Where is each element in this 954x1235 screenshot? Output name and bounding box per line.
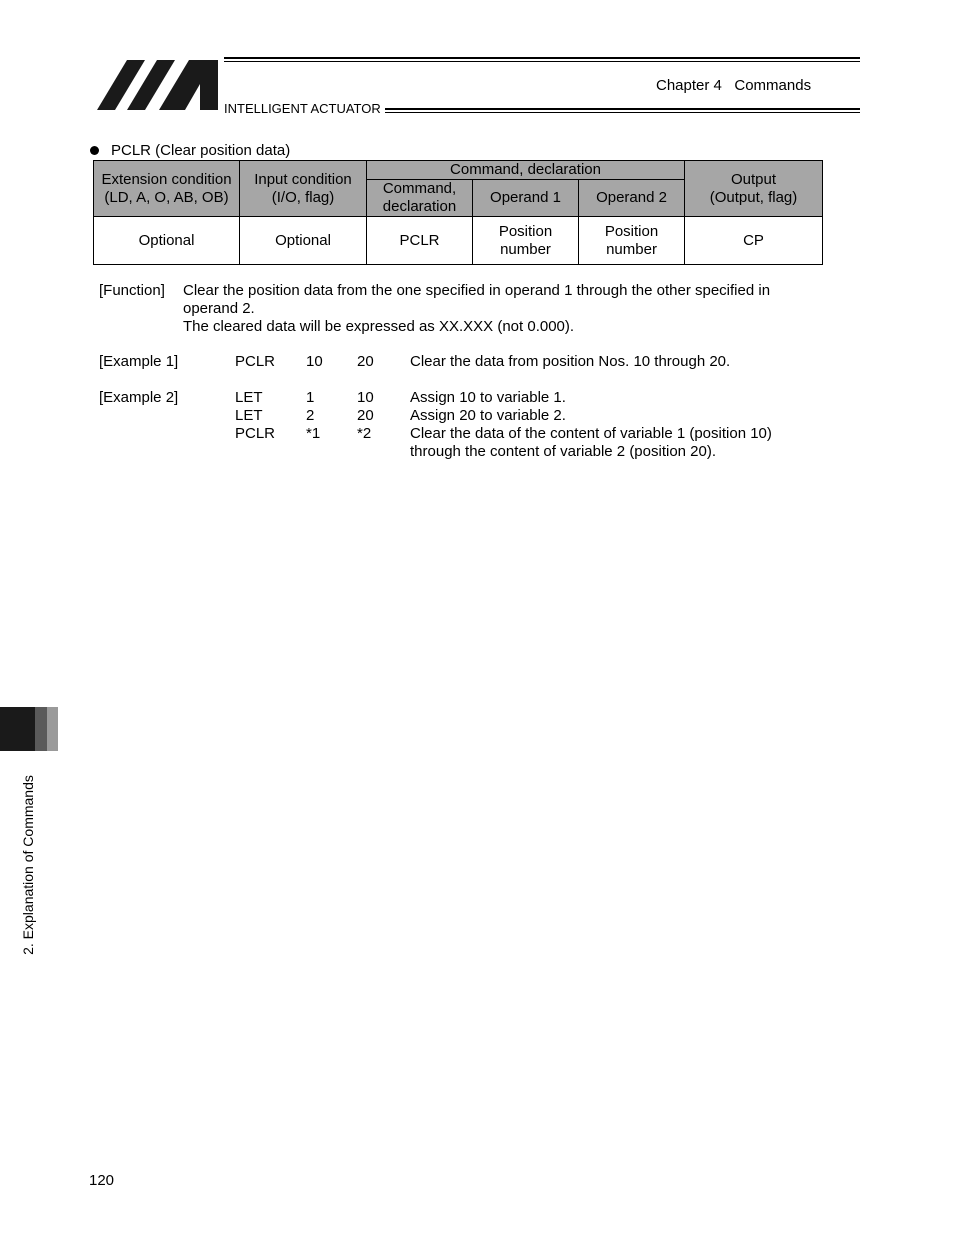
side-tab-block-light [47,707,58,751]
example-2-row-2-cmd: LET [235,407,263,424]
header-rule-bottom [385,108,860,110]
example-2-row-2-op2: 20 [357,407,374,424]
function-line-3: The cleared data will be expressed as XX.XXX (not 0.000). [183,318,575,335]
cell-command: PCLR [367,217,473,265]
header-command-group: Command, declaration [367,161,685,180]
header-input-condition: Input condition (I/O, flag) [240,161,367,217]
cell-input: Optional [240,217,367,265]
header-rule-top [224,57,860,59]
example-2-row-1-desc: Assign 10 to variable 1. [410,389,566,406]
header-operand-2: Operand 2 [579,180,685,217]
example-1-desc: Clear the data from position Nos. 10 through 20. [410,353,731,370]
header-operand-1: Operand 1 [473,180,579,217]
example-2-row-3-op1: *1 [306,425,321,442]
cell-extension: Optional [94,217,240,265]
function-line-1: Clear the position data from the one specified in operand 1 through the other specified in [183,282,771,299]
example-2-row-2-desc: Assign 20 to variable 2. [410,407,566,424]
function-label: [Function] [99,282,165,299]
example-2-continuation: through the content of variable 2 (position 20). [410,443,717,460]
header-rule-bottom-thin [385,112,860,113]
example-1-op1: 10 [306,353,323,370]
table-row [94,217,823,265]
header-rule-top-thin [224,61,860,62]
side-tab-block-mid [35,707,47,751]
header-command: Command, declaration [367,180,473,217]
page-number: 120 [89,1172,115,1189]
side-section-label: 2. Explanation of Commands [20,775,36,955]
cell-operand-1: Position number [473,217,579,265]
iai-logo-icon [97,58,219,110]
example-2-row-1-op1: 1 [306,389,315,406]
example-2-label: [Example 2] [99,389,179,406]
header-output: Output (Output, flag) [685,161,823,217]
example-2-row-2-op1: 2 [306,407,315,424]
cell-output: CP [685,217,823,265]
chapter-title: Chapter 4 Commands [656,77,812,94]
example-2-row-3-desc: Clear the data of the content of variable 1 (position 10) [410,425,772,442]
bullet-icon [90,146,99,155]
example-2-row-1-op2: 10 [357,389,374,406]
section-title: PCLR (Clear position data) [111,142,291,159]
example-1-label: [Example 1] [99,353,179,370]
example-2-row-3-op2: *2 [357,425,372,442]
cell-operand-2: Position number [579,217,685,265]
command-spec-table [93,160,823,265]
example-1-cmd: PCLR [235,353,276,370]
function-line-2: operand 2. [183,300,255,317]
header-extension-condition: Extension condition (LD, A, O, AB, OB) [94,161,240,217]
side-tab-block-dark [0,707,35,751]
example-1-op2: 20 [357,353,374,370]
example-2-row-3-cmd: PCLR [235,425,276,442]
brand-name: INTELLIGENT ACTUATOR [224,101,381,116]
example-2-row-1-cmd: LET [235,389,263,406]
